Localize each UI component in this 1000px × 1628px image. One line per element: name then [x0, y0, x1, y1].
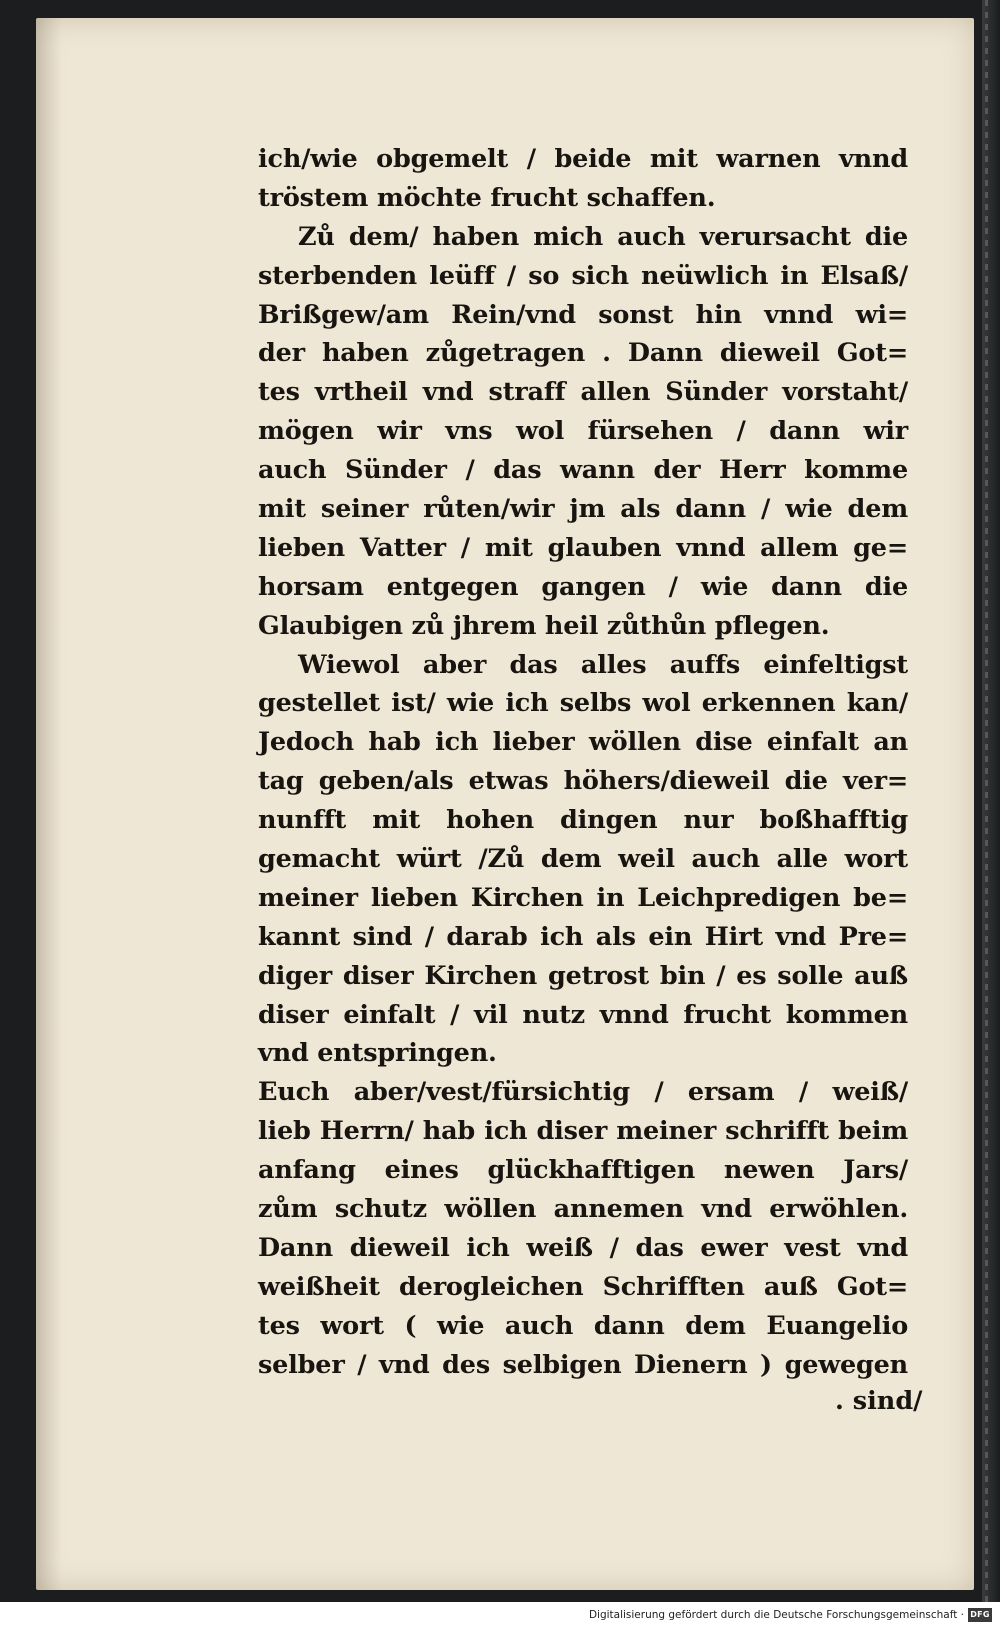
text-line: horsam entgegen gangen / wie dann die — [258, 571, 908, 602]
text-line: Dann dieweil ich weiß / das ewer vest vnd — [258, 1232, 908, 1263]
text-line: meiner lieben Kirchen in Leichpredigen be= — [258, 882, 908, 913]
text-line: auch Sünder / das wann der Herr komme — [258, 455, 908, 486]
text-line: Brißgew/am Rein/vnd sonst hin vnnd wi= — [258, 299, 908, 330]
text-line: gemacht würt /Zů dem weil auch alle wort — [258, 844, 908, 875]
text-line: vnd entspringen. — [258, 1038, 497, 1069]
text-line: Wiewol aber das alles auffs einfeltigst — [298, 649, 908, 680]
footer-credit: Digitalisierung gefördert durch die Deutsche Forschungsgemeinschaft · — [588, 1609, 964, 1621]
text-line: Jedoch hab ich lieber wöllen dise einfalt an — [258, 727, 908, 758]
dfg-logo: DFG — [968, 1608, 992, 1622]
text-line: ich/wie obgemelt / beide mit warnen vnnd — [258, 144, 908, 174]
text-line: gestellet ist/ wie ich selbs wol erkennen kan/ — [258, 688, 908, 719]
text-line: diser einfalt / vil nutz vnnd frucht kommen — [258, 999, 908, 1030]
text-line: Zů dem/ haben mich auch verursacht die — [298, 221, 908, 252]
text-line: nunfft mit hohen dingen nur boßhafftig — [258, 805, 908, 836]
text-line: tag geben/als etwas höhers/dieweil die ver= — [258, 766, 908, 797]
text-line: zům schutz wöllen annemen vnd erwöhlen. — [258, 1194, 908, 1225]
text-line: Euch aber/vest/fürsichtig / ersam / weiß/ — [258, 1077, 908, 1108]
text-line: kannt sind / darab ich als ein Hirt vnd Pre= — [258, 921, 908, 952]
text-line: lieben Vatter / mit glauben vnnd allem ge= — [258, 532, 908, 563]
page-gutter-shadow — [36, 18, 62, 1590]
text-line: anfang eines glückhafftigen newen Jars/ — [258, 1155, 908, 1186]
text-line: weißheit derogleichen Schrifften auß Got= — [258, 1271, 908, 1302]
digitization-footer — [0, 1602, 1000, 1628]
text-line: tes wort ( wie auch dann dem Euangelio — [258, 1310, 908, 1341]
book-spine-edge — [982, 0, 1000, 1602]
text-line: mögen wir vns wol fürsehen / dann wir — [258, 416, 908, 447]
text-line: diger diser Kirchen getrost bin / es solle auß — [258, 960, 908, 991]
text-line: selber / vnd des selbigen Dienern ) gewegen — [258, 1349, 908, 1380]
catchword: . sind/ — [835, 1386, 923, 1416]
page-text-block — [258, 140, 908, 1385]
text-line: lieb Herrn/ hab ich diser meiner schrifft beim — [258, 1116, 908, 1147]
text-line: tröstem möchte frucht schaffen. — [258, 182, 716, 213]
text-line: mit seiner růten/wir jm als dann / wie dem — [258, 494, 908, 525]
text-line: tes vrtheil vnd straff allen Sünder vorstaht/ — [258, 377, 908, 408]
text-line: der haben zůgetragen . Dann dieweil Got= — [258, 338, 908, 369]
text-line: sterbenden leüff / so sich neüwlich in Elsaß/ — [258, 260, 908, 291]
text-line: Glaubigen zů jhrem heil zůthůn pflegen. — [258, 610, 830, 641]
